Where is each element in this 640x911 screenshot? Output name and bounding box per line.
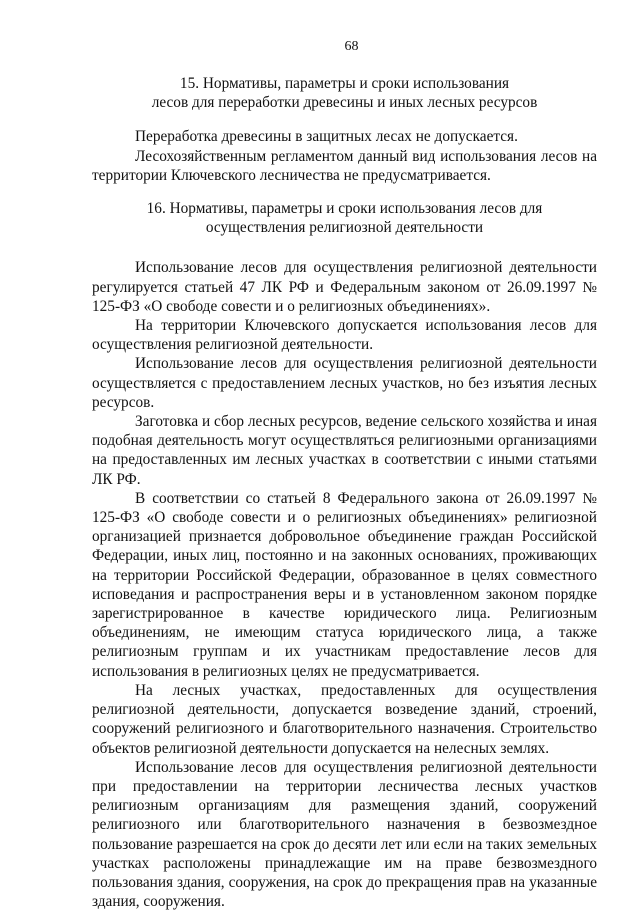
section-16-paragraph-7: Использование лесов для осуществления религиозной деятельности при предоставлении на территории лесничества лесных участков религиозным организациям для размещения зданий, сооружений религиозного или благотворительного назначения в безвозмездное пользование разрешается на срок до десяти лет или если на таких земельных участках расположены принадлежащие им на праве безвозмездного пользования здания, сооружения, на срок до прекращения прав на указанные здания, сооружения.: [92, 758, 597, 911]
section-15-paragraph-1: Переработка древесины в защитных лесах не допускается.: [135, 128, 518, 146]
section-16-paragraph-1: Использование лесов для осуществления религиозной деятельности регулируется статьей 47 ЛК РФ и Федеральным законом от 26.09.1997 № 125-ФЗ «О свободе совести и о религиозных объединениях».: [92, 259, 597, 315]
section-15-title-line-2: лесов для переработки древесины и иных лесных ресурсов: [151, 94, 538, 112]
section-15-paragraph-2: Лесохозяйственным регламентом данный вид использования лесов на территории Ключевского лесничества не предусматривается.: [92, 147, 597, 184]
section-16-paragraph-3: Использование лесов для осуществления религиозной деятельности осуществляется с предоставлением лесных участков, но без изъятия лесных ресурсов.: [92, 355, 597, 411]
section-16-paragraph-4: Заготовка и сбор лесных ресурсов, ведение сельского хозяйства и иная подобная деятельность могут осуществляться религиозными организациями на предоставленных им лесных участках в соответствии с иными статьями ЛК РФ.: [92, 413, 597, 488]
page-number: 68: [344, 39, 359, 54]
section-16-title-line-1: 16. Нормативы, параметры и сроки использования лесов для: [146, 200, 543, 218]
section-16-title-line-2: осуществления религиозной деятельности: [205, 219, 484, 237]
section-16-title: [92, 199, 597, 237]
section-15-title: [92, 74, 597, 112]
section-16-paragraph-5: В соответствии со статьей 8 Федерального закона от 26.09.1997 № 125-ФЗ «О свободе совести и о религиозных объединениях» религиозной организацией признается добровольное объединение граждан Российской Федерации, иных лиц, постоянно и на законных основаниях, проживающих на территории Российской Федерации, образованное в целях совместного исповедания и распространения веры и в установленном законом порядке зарегистрированное в качестве юридического лица. Религиозным объединениям, не имеющим статуса юридического лица, а также религиозным группам и их участникам предоставление лесов для использования в религиозных целях не предусматривается.: [92, 489, 597, 680]
section-16-paragraph-6: На лесных участках, предоставленных для осуществления религиозной деятельности, допускается возведение зданий, строений, сооружений религиозного и благотворительного назначения. Строительство объектов религиозной деятельности допускается на нелесных землях.: [92, 681, 597, 757]
section-15-title-line-1: 15. Нормативы, параметры и сроки использования: [179, 75, 510, 92]
section-16-paragraph-2: На территории Ключевского допускается использования лесов для осуществления религиозной деятельности.: [92, 317, 597, 354]
